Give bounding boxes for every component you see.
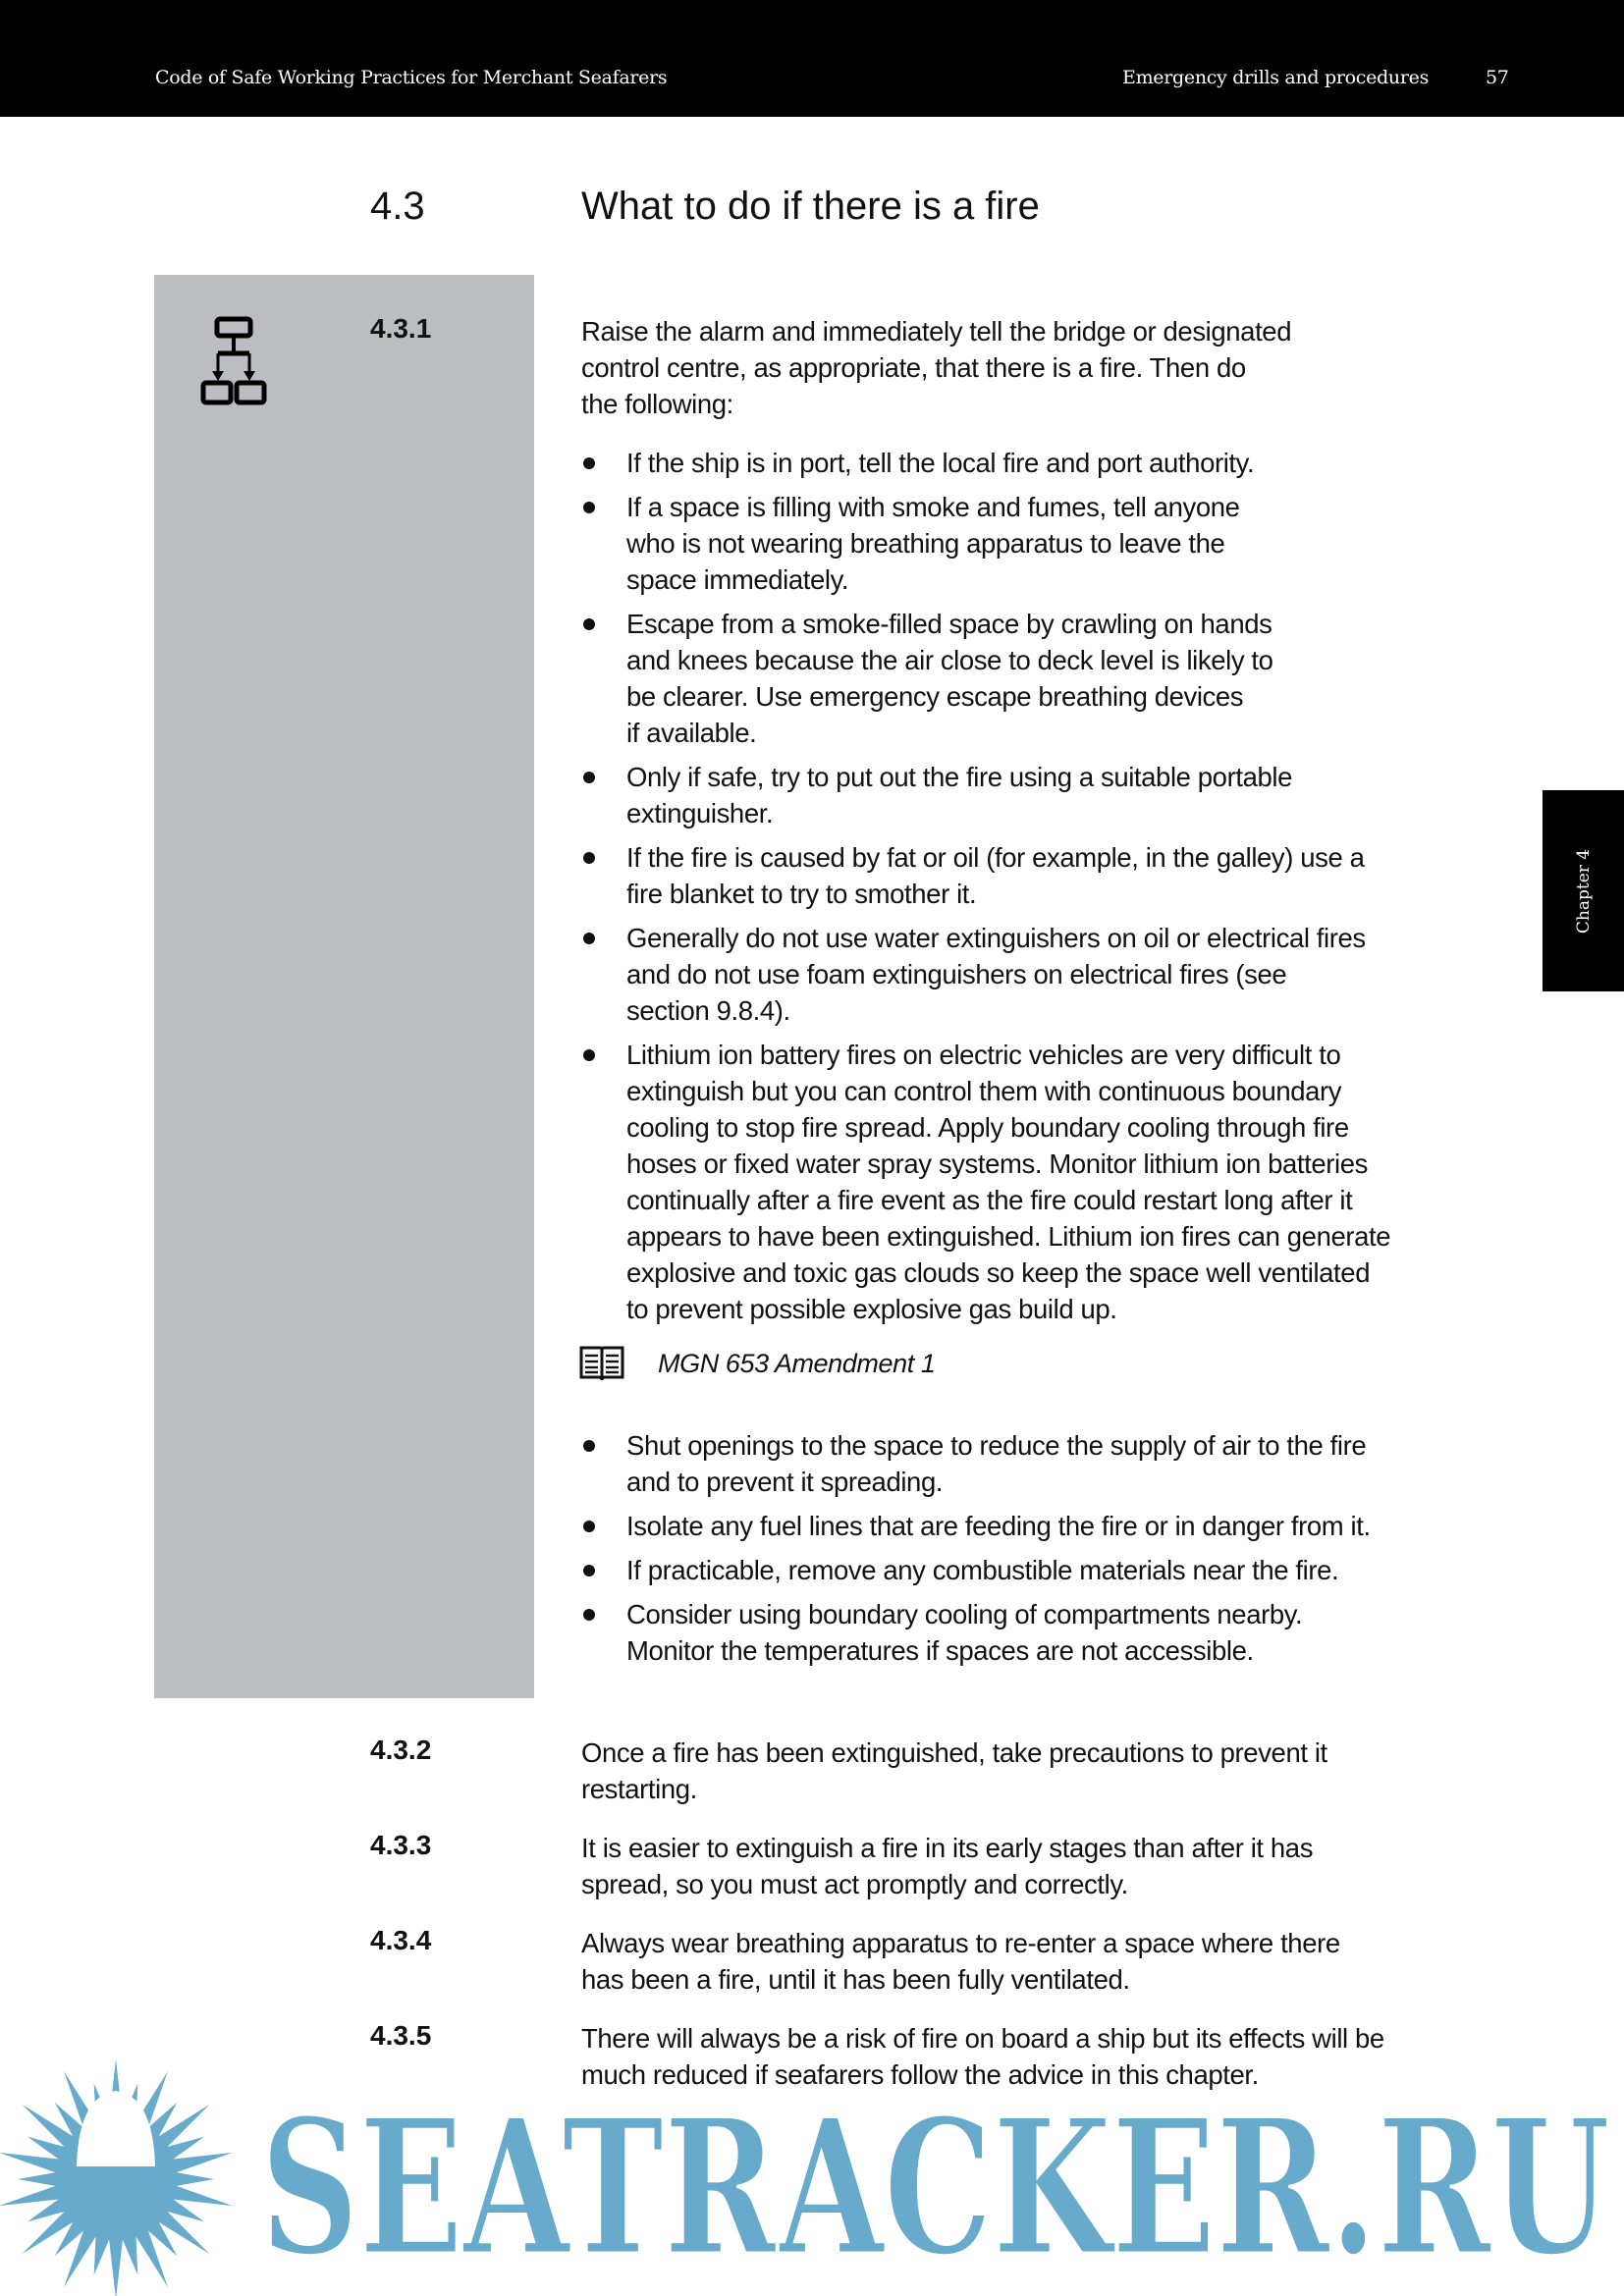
sidebar-panel: [154, 275, 534, 1698]
subsection-body: [581, 1830, 1524, 1902]
page-header: [0, 0, 1624, 117]
text-line: control centre, as appropriate, that there is a fire. Then do: [581, 352, 1246, 383]
list-item: [581, 445, 1524, 481]
text-line: fire blanket to try to smother it.: [626, 879, 977, 909]
flowchart-icon: [200, 316, 289, 406]
chapter-running-title: Emergency drills and procedures: [1122, 67, 1430, 88]
bullet-icon: [583, 1565, 595, 1576]
list-item: [581, 839, 1524, 912]
watermark-text: SEATRACKER.RU: [260, 2078, 1610, 2296]
text-line: If the ship is in port, tell the local fire and port authority.: [626, 448, 1255, 478]
text-line: Only if safe, try to put out the fire using a suitable portable: [626, 762, 1292, 792]
running-title: Code of Safe Working Practices for Merchant Seafarers: [155, 67, 668, 88]
list-item: [581, 1427, 1524, 1500]
bullet-icon: [583, 1521, 595, 1532]
book-icon: [578, 1344, 625, 1383]
subsection-body: [581, 1735, 1524, 1807]
text-line: Once a fire has been extinguished, take precautions to prevent it: [581, 1737, 1327, 1768]
text-line: Consider using boundary cooling of compartments nearby.: [626, 1599, 1303, 1629]
subsection-number: 4.3.5: [370, 2020, 432, 2051]
page-number: 57: [1486, 67, 1509, 88]
reference-text[interactable]: MGN 653 Amendment 1: [658, 1349, 936, 1378]
bullet-icon: [583, 1609, 595, 1621]
text-line: appears to have been extinguished. Lithium ion fires can generate: [626, 1221, 1391, 1252]
list-item: [581, 489, 1524, 598]
chapter-tab[interactable]: [1543, 790, 1624, 991]
text-line: restarting.: [581, 1774, 697, 1804]
intro-paragraph: [581, 313, 1524, 422]
bullet-icon: [583, 457, 595, 469]
text-line: much reduced if seafarers follow the advice in this chapter.: [581, 2059, 1259, 2090]
text-line: explosive and toxic gas clouds so keep the space well ventilated: [626, 1257, 1371, 1288]
subsection-number: 4.3.4: [370, 1925, 432, 1955]
text-line: continually after a fire event as the fire could restart long after it: [626, 1185, 1353, 1215]
text-line: Isolate any fuel lines that are feeding the fire or in danger from it.: [626, 1511, 1371, 1541]
text-line: be clearer. Use emergency escape breathing devices: [626, 681, 1244, 712]
text-line: If the fire is caused by fat or oil (for example, in the galley) use a: [626, 842, 1365, 873]
text-line: Monitor the temperatures if spaces are not accessible.: [626, 1635, 1254, 1666]
bullet-icon: [583, 852, 595, 864]
text-line: to prevent possible explosive gas build up.: [626, 1294, 1117, 1324]
bullet-icon: [583, 933, 595, 944]
list-item: [581, 1508, 1524, 1544]
bullet-icon: [583, 502, 595, 513]
text-line: section 9.8.4).: [626, 995, 790, 1026]
text-line: Escape from a smoke-filled space by crawling on hands: [626, 609, 1272, 639]
text-line: Always wear breathing apparatus to re-enter a space where there: [581, 1928, 1340, 1958]
text-line: extinguish but you can control them with continuous boundary: [626, 1076, 1342, 1106]
subsection-4-3-1-body: [581, 313, 1524, 1677]
text-line: It is easier to extinguish a fire in its early stages than after it has: [581, 1833, 1314, 1863]
text-line: and do not use foam extinguishers on electrical fires (see: [626, 959, 1287, 989]
watermark-logo: [0, 2056, 1624, 2296]
text-line: If a space is filling with smoke and fumes, tell anyone: [626, 492, 1240, 522]
text-line: hoses or fixed water spray systems. Monitor lithium ion batteries: [626, 1148, 1368, 1179]
list-item: [581, 606, 1524, 751]
text-line: cooling to stop fire spread. Apply boundary cooling through fire: [626, 1112, 1349, 1143]
subsection-number: 4.3.1: [370, 313, 432, 344]
section-title: What to do if there is a fire: [581, 185, 1040, 228]
text-line: if available.: [626, 718, 757, 748]
reference: [581, 1344, 1524, 1383]
text-line: Raise the alarm and immediately tell the bridge or designated: [581, 316, 1292, 347]
text-line: and knees because the air close to deck level is likely to: [626, 645, 1273, 675]
text-line: and to prevent it spreading.: [626, 1467, 944, 1497]
subsection-body: [581, 1925, 1524, 1998]
text-line: has been a fire, until it has been fully ventilated.: [581, 1964, 1130, 1995]
list-item: [581, 759, 1524, 831]
bullet-icon: [583, 1440, 595, 1452]
subsection-number: 4.3.2: [370, 1735, 432, 1765]
list-item: [581, 1037, 1524, 1327]
bullet-icon: [583, 618, 595, 630]
text-line: spread, so you must act promptly and correctly.: [581, 1869, 1128, 1899]
text-line: space immediately.: [626, 564, 849, 595]
bullet-list: [581, 445, 1524, 1327]
text-line: There will always be a risk of fire on board a ship but its effects will be: [581, 2023, 1384, 2054]
chapter-tab-label: Chapter 4: [1573, 848, 1594, 934]
text-line: If practicable, remove any combustible materials near the fire.: [626, 1555, 1339, 1585]
section-number: 4.3: [370, 185, 425, 228]
text-line: Lithium ion battery fires on electric vehicles are very difficult to: [626, 1040, 1341, 1070]
sun-icon: [0, 2059, 233, 2296]
bullet-list: [581, 1427, 1524, 1669]
text-line: who is not wearing breathing apparatus to leave the: [626, 528, 1225, 559]
text-line: the following:: [581, 389, 733, 419]
text-line: extinguisher.: [626, 798, 774, 828]
text-line: Generally do not use water extinguishers on oil or electrical fires: [626, 923, 1366, 953]
list-item: [581, 1552, 1524, 1588]
bullet-icon: [583, 1049, 595, 1061]
list-item: [581, 920, 1524, 1029]
list-item: [581, 1596, 1524, 1669]
text-line: Shut openings to the space to reduce the supply of air to the fire: [626, 1430, 1367, 1461]
bullet-icon: [583, 772, 595, 783]
subsection-number: 4.3.3: [370, 1830, 432, 1860]
